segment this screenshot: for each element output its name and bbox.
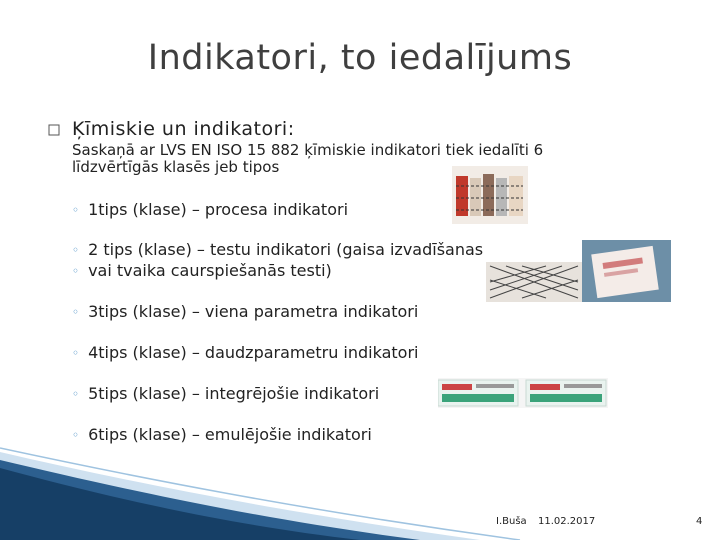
list-bullet-icon: ◦	[72, 264, 80, 278]
list-item-type2: ◦ 2 tips (klase) – testu indikatori (gaisa izvadīšanas	[72, 240, 484, 259]
list-item-type2-cont: ◦ vai tvaika caurspiešanās testi)	[72, 261, 332, 280]
list-bullet-icon: ◦	[72, 387, 80, 401]
list-bullet-icon: ◦	[72, 428, 80, 442]
list-item-type4: ◦ 4tips (klase) – daudzparametru indikatori	[72, 343, 419, 362]
section-heading: Ķīmiskie un indikatori:	[72, 118, 295, 140]
page-number: 4	[696, 516, 703, 527]
footer-date: 11.02.2017	[538, 516, 596, 527]
list-item-type6: ◦ 6tips (klase) – emulējošie indikatori	[72, 425, 372, 444]
list-bullet-icon: ◦	[72, 203, 80, 217]
heading-bullet-icon	[48, 124, 60, 140]
intro-paragraph: Saskaņā ar LVS EN ISO 15 882 ķīmiskie indikatori tiek iedalīti 6 līdzvērtīgās klasēs jeb tipos	[72, 141, 544, 176]
list-item-type1: ◦ 1tips (klase) – procesa indikatori	[72, 200, 349, 219]
integrator-strips-photo	[438, 378, 608, 408]
list-item-type5: ◦ 5tips (klase) – integrējošie indikatori	[72, 384, 380, 403]
slide-title: Indikatori, to iedalījums	[147, 38, 573, 78]
list-bullet-icon: ◦	[72, 243, 80, 257]
list-bullet-icon: ◦	[72, 346, 80, 360]
decorative-wave	[0, 440, 720, 544]
bowie-dick-test-photo	[486, 240, 671, 302]
list-item-type3: ◦ 3tips (klase) – viena parametra indikatori	[72, 302, 419, 321]
indicator-tape-photo	[452, 166, 528, 224]
list-bullet-icon: ◦	[72, 305, 80, 319]
footer-author: I.Buša	[496, 516, 527, 527]
